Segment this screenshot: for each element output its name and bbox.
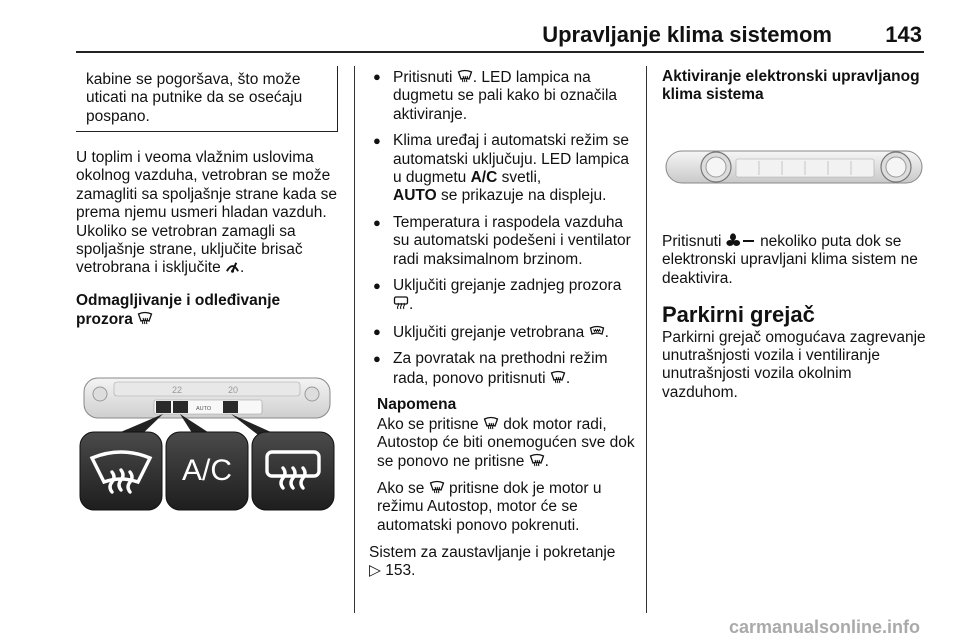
instruction-list — [369, 68, 635, 388]
reference-arrow-icon: ▷ — [369, 562, 381, 580]
section-heading: Aktiviranje elektronski upravljanog klima sistema — [662, 68, 920, 104]
mini-rear-heat-button — [223, 401, 238, 413]
panel-knob-right-inner — [886, 157, 906, 177]
header-rule — [76, 51, 924, 53]
paragraph: U toplim i veoma vlažnim uslovima okolnog vazduha, vetrobran se može zamagliti sa spoljašnje strane kada se prema njemu usmeri hladan vazduh. Ukoliko se vetrobran zamagli sa spoljašnje strane, uključite brisač vetrobrana i isključite . — [76, 149, 338, 277]
page-number: 143 — [885, 22, 922, 47]
column-3-lower — [662, 233, 928, 402]
mini-defrost-button — [156, 401, 171, 413]
section-heading-large: Parkirni grejač — [662, 302, 815, 328]
display-temp-right: 20 — [228, 385, 239, 395]
paragraph: Pritisnuti nekoliko puta dok se elektronski upravljani klima sistem ne deaktivira. — [662, 233, 918, 287]
fan-off-icon — [726, 233, 756, 248]
column-divider — [646, 66, 647, 613]
windshield-defrost-icon — [550, 369, 566, 385]
boxed-note: kabine se pogoršava, što može uticati na putnike da se osećaju pospano. — [76, 66, 338, 132]
wiper-icon — [225, 259, 240, 274]
panel-knob-left — [93, 387, 107, 401]
windshield-defrost-icon — [529, 452, 545, 468]
windshield-heat-icon — [589, 323, 605, 339]
section-heading: Odmagljivanje i odleđivanje prozora — [76, 291, 281, 329]
note-block — [369, 396, 635, 535]
climate-panel-illustration — [76, 372, 346, 516]
mini-auto-label: AUTO — [196, 406, 212, 412]
note-paragraph: Ako se pritisne dok motor radi, Autostop će biti onemogućen sve dok se ponovo ne pritisne . — [377, 415, 635, 471]
list-item: ● Pritisnuti . LED lampica na dugmetu se pali kako bi označila aktiviranje. — [369, 68, 635, 124]
electronic-climate-panel-illustration — [664, 143, 924, 191]
list-item: ● Klima uređaj i automatski režim se automatski uključuju. LED lampica u dugmetu A/C svetli, AUTO se prikazuje na displeju. — [369, 132, 635, 206]
column-divider — [354, 66, 355, 613]
list-item: ● Temperatura i raspodela vazduha su automatski podešeni i ventilator radi maksimalnom brzinom. — [369, 214, 635, 269]
panel-knob-left-inner — [706, 157, 726, 177]
list-item: ● Za povratak na prethodni režim rada, ponovo pritisnuti . — [369, 350, 635, 388]
list-item: ● Uključiti grejanje vetrobrana . — [369, 323, 635, 342]
windshield-defrost-icon — [483, 415, 499, 431]
windshield-defrost-icon — [457, 68, 473, 84]
page-title: Upravljanje klima sistemom — [542, 22, 832, 47]
display-temp-left: 22 — [172, 385, 183, 395]
panel-display — [114, 382, 300, 396]
watermark: carmanualsonline.info — [728, 617, 920, 637]
column-1 — [76, 149, 344, 330]
column-3 — [662, 68, 924, 105]
windshield-defrost-icon — [429, 479, 445, 495]
rear-window-heat-icon — [393, 295, 409, 311]
note-paragraph: Ako se pritisne dok je motor u režimu Autostop, motor će se automatski ponovo pokrenuti. — [377, 479, 602, 534]
list-item: ● Uključiti grejanje zadnjeg prozora . — [369, 277, 635, 315]
page-reference[interactable]: 153. — [385, 562, 416, 580]
column-2 — [369, 68, 635, 581]
panel-knob-right — [305, 387, 319, 401]
paragraph: Sistem za zaustavljanje i pokretanje ▷ 153. — [369, 543, 616, 580]
windshield-defrost-icon — [137, 310, 153, 326]
note-title: Napomena — [377, 396, 457, 414]
mini-ac-button — [173, 401, 188, 413]
paragraph: Parkirni grejač omogućava zagrevanje unutrašnjosti vozila i ventiliranje unutrašnjosti vozila okolnim vazduhom. — [662, 328, 926, 401]
callout-ac-label: A/C — [181, 454, 233, 487]
